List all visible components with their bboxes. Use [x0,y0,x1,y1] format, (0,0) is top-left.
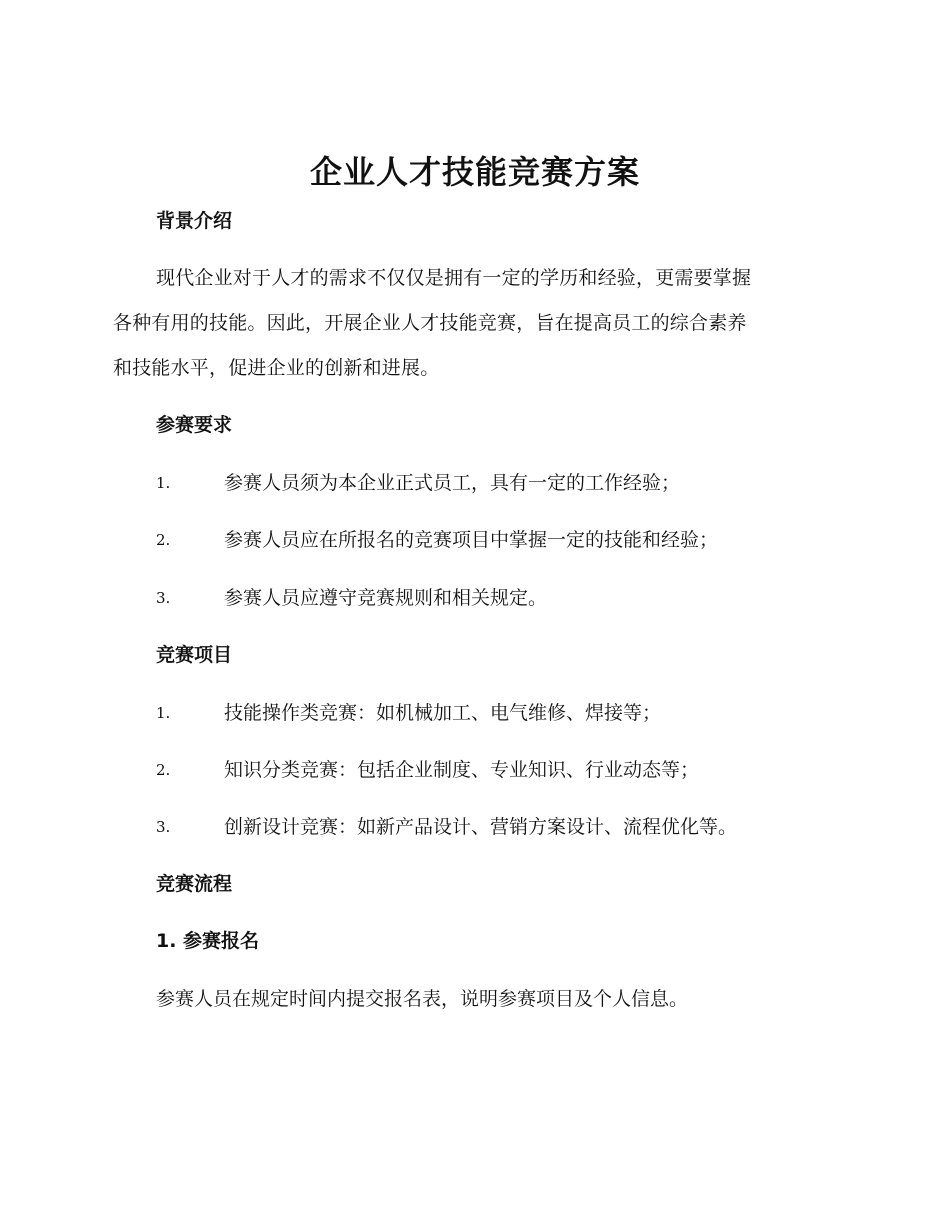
list-text: 参赛人员应在所报名的竞赛项目中掌握一定的技能和经验； [224,529,719,551]
list-item [156,525,856,555]
section-heading-background: 背景介绍 [156,210,233,232]
subsection-heading-registration: 1. 参赛报名 [156,930,260,952]
list-number: 3. [156,589,171,607]
list-number: 3. [156,818,171,836]
list-item [156,812,856,842]
list-item [156,468,856,498]
paragraph-line: 各种有用的技能。因此，开展企业人才技能竞赛，旨在提高员工的综合素养 [113,312,747,334]
list-text: 创新设计竞赛：如新产品设计、营销方案设计、流程优化等。 [224,816,738,838]
paragraph-line: 现代企业对于人才的需求不仅仅是拥有一定的学历和经验，更需要掌握 [156,267,752,289]
list-number: 2. [156,761,171,779]
document-title: 企业人才技能竞赛方案 [309,153,640,191]
list-text: 知识分类竞赛：包括企业制度、专业知识、行业动态等； [224,759,700,781]
section-heading-process: 竞赛流程 [156,873,233,895]
list-text: 参赛人员须为本企业正式员工，具有一定的工作经验； [224,472,681,494]
background-paragraph [113,256,833,391]
list-number: 1. [156,474,171,492]
list-item [156,698,856,728]
paragraph-line: 和技能水平，促进企业的创新和进展。 [113,357,440,379]
section-heading-projects: 竞赛项目 [156,644,233,666]
list-number: 2. [156,531,171,549]
list-item [156,755,856,785]
list-number: 1. [156,704,171,722]
registration-text: 参赛人员在规定时间内提交报名表，说明参赛项目及个人信息。 [156,988,689,1010]
list-text: 参赛人员应遵守竞赛规则和相关规定。 [224,587,548,609]
list-text: 技能操作类竞赛：如机械加工、电气维修、焊接等； [224,702,662,724]
list-item [156,583,856,613]
section-heading-requirements: 参赛要求 [156,414,233,436]
